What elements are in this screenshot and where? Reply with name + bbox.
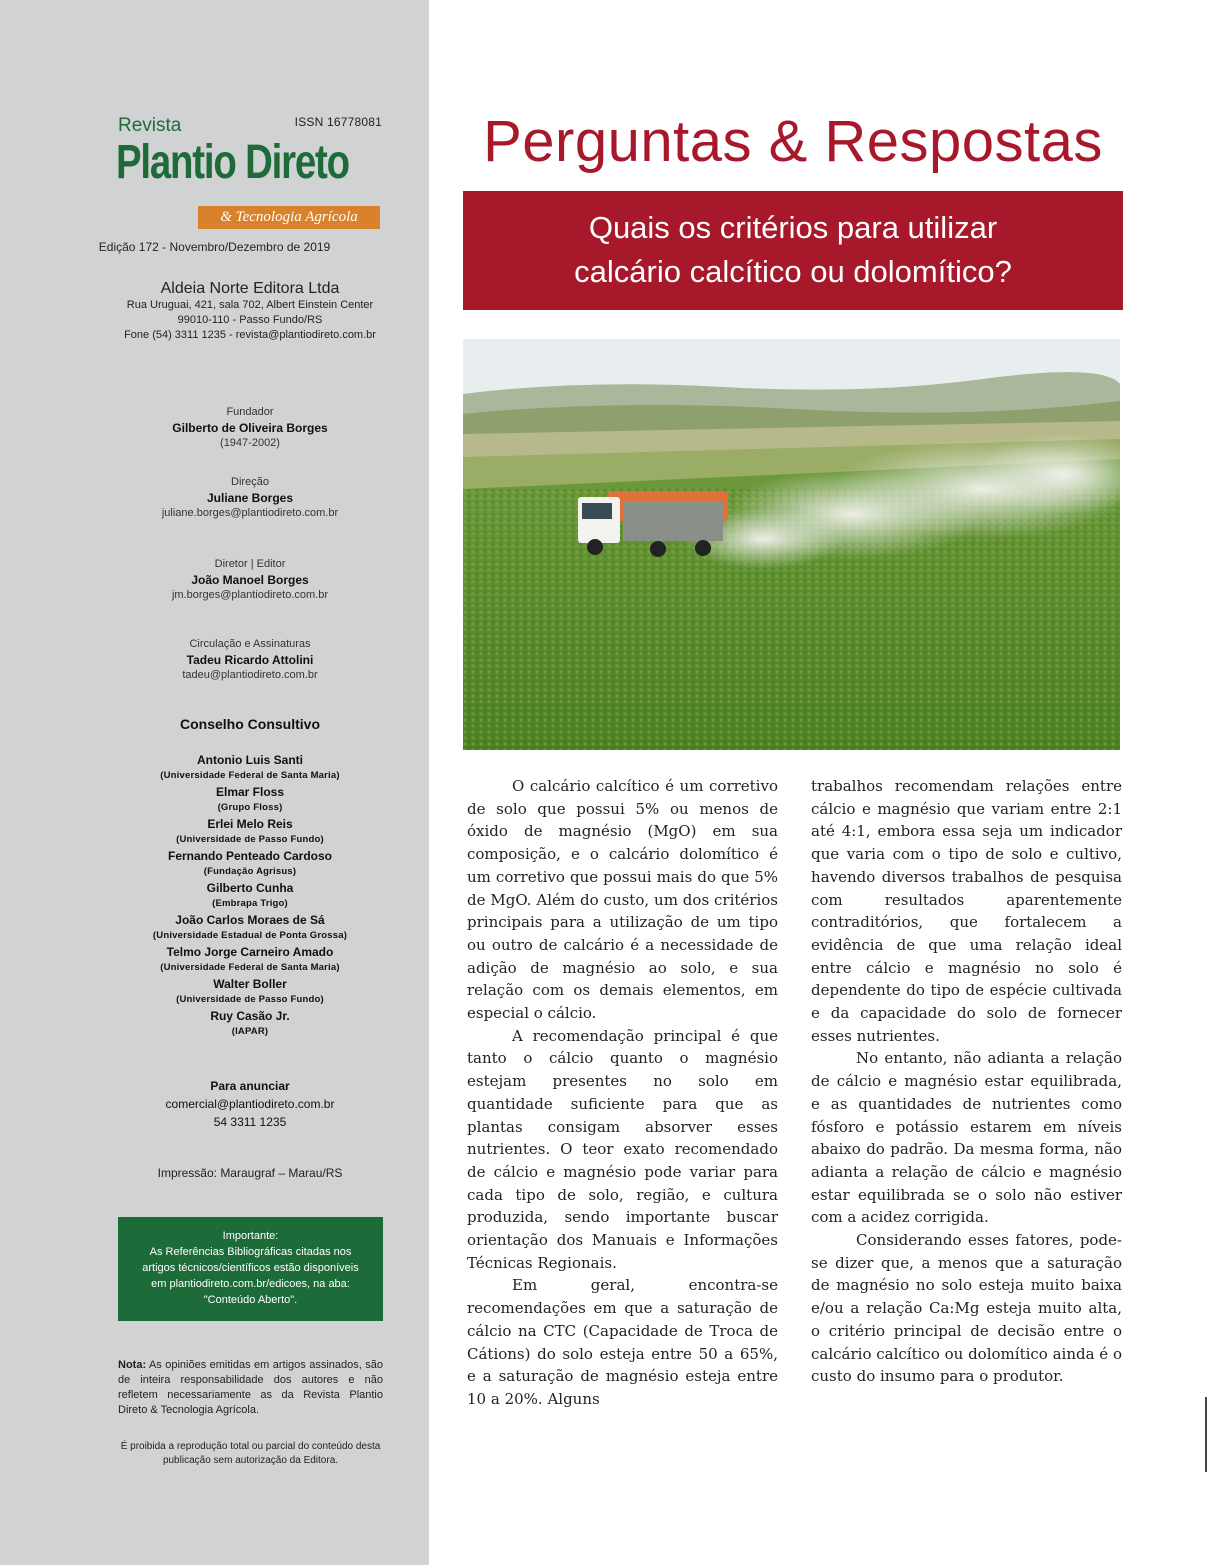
- council-member-name: Erlei Melo Reis: [207, 817, 293, 831]
- council-title: Conselho Consultivo: [180, 716, 320, 732]
- credit-name: João Manoel Borges: [191, 573, 309, 587]
- article-paragraph: Considerando esses fatores, pode-se dizer que, a menos que a saturação de magnésio no solo esteja muito baixa e/ou a relação Ca:Mg esteja muito alta, o critério principal de decisão entre o calcário calcítico ou dolomítico ainda é o custo do insumo para o produtor.: [811, 1231, 1122, 1386]
- credit-direction: [0, 475, 500, 521]
- printing-info: Impressão: Maraugraf – Marau/RS: [157, 1166, 343, 1180]
- council-member-inst: (Universidade Estadual de Ponta Grossa): [152, 930, 348, 941]
- article-column-2: [811, 775, 1122, 1388]
- credit-role: Fundador: [226, 406, 274, 418]
- masthead: [118, 113, 384, 233]
- council-member-name: Walter Boller: [213, 977, 287, 991]
- credit-role: Direção: [231, 476, 269, 488]
- note-label: Nota:: [118, 1359, 147, 1371]
- copyright-notice: É proibida a reprodução total ou parcial do conteúdo desta publicação sem autorização da Editora.: [120, 1441, 381, 1466]
- council-member-inst: (Fundação Agrisus): [203, 866, 297, 877]
- council-member-name: Ruy Casão Jr.: [210, 1009, 290, 1023]
- council-member-inst: (Universidade Federal de Santa Maria): [160, 962, 340, 973]
- publisher-name: Aldeia Norte Editora Ltda: [160, 280, 340, 297]
- publisher-address-2: 99010-110 - Passo Fundo/RS: [177, 314, 323, 326]
- important-line: As Referências Bibliográficas citadas nos: [149, 1246, 352, 1258]
- credit-name: Tadeu Ricardo Attolini: [186, 653, 314, 667]
- important-line: "Conteúdo Aberto".: [203, 1294, 298, 1306]
- council-member-name: Elmar Floss: [215, 785, 285, 799]
- publisher-contact: Fone (54) 3311 1235 - revista@plantiodireto.com.br: [124, 329, 376, 341]
- important-box: [118, 1217, 383, 1321]
- council-member-inst: (Grupo Floss): [217, 802, 283, 813]
- credit-email: tadeu@plantiodireto.com.br: [182, 669, 318, 681]
- publisher-address-1: Rua Uruguai, 421, sala 702, Albert Einstein Center: [126, 299, 374, 311]
- council-member-name: Fernando Penteado Cardoso: [167, 849, 333, 863]
- article-paragraph: Em geral, encontra-se recomendações em que a saturação de cálcio na CTC (Capacidade de Troca de Cátions) do solo esteja entre 50 a 65%, e a saturação de magnésio esteja entre 10 a 20%. Alguns: [467, 1276, 778, 1408]
- masthead-revista: Revista: [118, 115, 182, 136]
- credit-extra: (1947-2002): [220, 437, 280, 449]
- credit-circulation: [0, 637, 500, 683]
- advertise-phone: 54 3311 1235: [213, 1115, 287, 1129]
- council-member-inst: (Embrapa Trigo): [212, 898, 288, 909]
- magazine-subtitle: & Tecnologia Agrícola: [198, 206, 380, 229]
- council-member-inst: (IAPAR): [231, 1026, 269, 1037]
- article-paragraph: trabalhos recomendam relações entre cálcio e magnésio que variam entre 2:1 até 4:1, embora essa seja um indicador que varia com o tipo de solo e cultivo, havendo diversos trabalhos de pesquisa com resultados aparentemente contraditórios, que fortalecem a evidência de que uma relação ideal entre cálcio e magnésio no solo é dependente do tipo de espécie cultivada e da capacidade do solo de fornecer esses nutrientes.: [811, 777, 1122, 1045]
- important-line: artigos técnicos/científicos estão disponíveis: [142, 1262, 359, 1274]
- question-line-2: calcário calcítico ou dolomítico?: [574, 254, 1012, 289]
- truck-icon: [578, 491, 728, 557]
- article-photo: [463, 339, 1120, 750]
- credit-email: juliane.borges@plantiodireto.com.br: [161, 507, 339, 519]
- article-paragraph: No entanto, não adianta a relação de cálcio e magnésio estar equilibrada, e as quantidades de nutrientes como fósforo e potássio estarem em níveis abaixo do padrão. Da mesma forma, não adianta a relação de cálcio e magnésio estar equilibrada se o solo não estiver com a acidez corrigida.: [811, 1049, 1122, 1227]
- magazine-title: Plantio Direto: [116, 136, 349, 189]
- council-member-inst: (Universidade Federal de Santa Maria): [160, 770, 340, 781]
- edition-info: Edição 172 - Novembro/Dezembro de 2019: [98, 240, 331, 254]
- question-box: [463, 191, 1123, 310]
- credit-name: Gilberto de Oliveira Borges: [172, 421, 328, 435]
- note-text: As opiniões emitidas em artigos assinados, são de inteira responsabilidade dos autores e não refletem necessariamente as da Revista Plantio Direto & Tecnologia Agrícola.: [118, 1359, 384, 1416]
- page-edge-mark: [1205, 1397, 1207, 1472]
- note-block: [118, 1358, 383, 1418]
- credit-editor: [0, 557, 500, 603]
- credit-role: Circulação e Assinaturas: [189, 638, 311, 650]
- council-list: [0, 752, 500, 1040]
- council-member-name: João Carlos Moraes de Sá: [175, 913, 325, 927]
- advertise-block: [0, 1077, 500, 1131]
- council-member-name: Antonio Luis Santi: [197, 753, 303, 767]
- advertise-title: Para anunciar: [210, 1079, 290, 1093]
- section-title: Perguntas & Respostas: [483, 109, 1103, 174]
- question-line-1: Quais os critérios para utilizar: [588, 210, 998, 245]
- sidebar-panel: [0, 0, 429, 1565]
- credit-name: Juliane Borges: [206, 491, 294, 505]
- credit-email: jm.borges@plantiodireto.com.br: [171, 589, 329, 601]
- credit-founder: [0, 405, 500, 451]
- important-line: em plantiodireto.com.br/edicoes, na aba:: [151, 1278, 350, 1290]
- field-truck-photo: [463, 339, 1120, 750]
- important-title: Importante:: [222, 1230, 279, 1242]
- credit-role: Diretor | Editor: [214, 558, 286, 570]
- advertise-email[interactable]: comercial@plantiodireto.com.br: [165, 1097, 335, 1111]
- publisher-block: [0, 280, 500, 343]
- article-paragraph: A recomendação principal é que tanto o cálcio quanto o magnésio estejam presentes no solo em quantidade suficiente para que as plantas consigam absorver esses nutrientes. O teor exato recomendado de cálcio e magnésio pode variar para cada tipo de solo, região, e cultura produzida, sendo importante buscar orientação dos Manuais e Informações Técnicas Regionais.: [467, 1026, 778, 1272]
- article-paragraph: O calcário calcítico é um corretivo de solo que possui 5% ou menos de óxido de magnésio (MgO) em sua composição, e o calcário dolomítico é um corretivo que possui mais do que 5% de MgO. Além do custo, um dos critérios principais para a utilização de um tipo ou outro de calcário é a necessidade de adição de magnésio ao solo, e sua relação com os demais elementos, em especial o cálcio.: [467, 777, 778, 1023]
- council-member-inst: (Universidade de Passo Fundo): [176, 994, 324, 1005]
- issn-label: ISSN 16778081: [294, 115, 382, 129]
- council-member-inst: (Universidade de Passo Fundo): [176, 834, 324, 845]
- council-member-name: Gilberto Cunha: [206, 881, 294, 895]
- article-column-1: [467, 775, 778, 1411]
- council-member-name: Telmo Jorge Carneiro Amado: [166, 945, 334, 959]
